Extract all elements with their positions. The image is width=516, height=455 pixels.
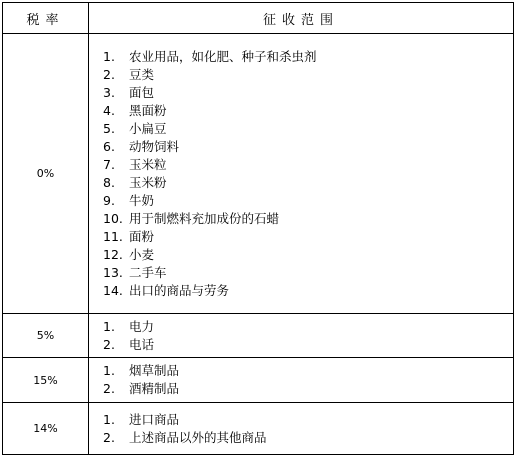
item-text: 小扁豆 xyxy=(129,120,167,136)
item-text: 玉米粉 xyxy=(129,174,167,190)
table-row xyxy=(3,403,514,455)
list-item xyxy=(89,246,513,264)
list-item xyxy=(89,264,513,282)
rate-cell: 0% xyxy=(3,34,89,314)
item-number: 12. xyxy=(103,246,123,262)
item-number: 1. xyxy=(103,411,115,427)
item-list xyxy=(89,362,513,398)
item-number: 11. xyxy=(103,228,123,244)
item-text: 小麦 xyxy=(129,246,155,262)
list-item xyxy=(89,138,513,156)
item-text: 农业用品，如化肥、种子和杀虫剂 xyxy=(129,48,317,64)
item-text: 玉米粒 xyxy=(129,156,167,172)
item-text: 面粉 xyxy=(129,228,155,244)
list-item xyxy=(89,66,513,84)
list-item xyxy=(89,380,513,398)
item-text: 面包 xyxy=(129,84,155,100)
item-text: 牛奶 xyxy=(129,192,155,208)
item-number: 4. xyxy=(103,102,115,118)
header-rate: 税率 xyxy=(3,3,89,34)
list-item xyxy=(89,156,513,174)
list-item xyxy=(89,336,513,354)
table-row xyxy=(3,314,514,358)
item-number: 3. xyxy=(103,84,115,100)
header-row xyxy=(3,3,514,34)
item-text: 黑面粉 xyxy=(129,102,167,118)
list-item xyxy=(89,210,513,228)
list-item xyxy=(89,228,513,246)
list-item xyxy=(89,362,513,380)
item-number: 1. xyxy=(103,48,115,64)
item-text: 二手车 xyxy=(129,264,167,280)
list-item xyxy=(89,318,513,336)
item-number: 14. xyxy=(103,282,123,298)
item-text: 酒精制品 xyxy=(129,381,180,396)
scope-cell xyxy=(89,403,514,455)
scope-cell xyxy=(89,314,514,358)
item-list xyxy=(89,318,513,354)
list-item xyxy=(89,120,513,138)
list-item xyxy=(89,48,513,66)
item-number: 9. xyxy=(103,192,115,208)
list-item xyxy=(89,174,513,192)
item-number: 6. xyxy=(103,138,115,154)
item-text: 出口的商品与劳务 xyxy=(129,282,230,298)
item-text: 动物饲料 xyxy=(129,138,180,154)
item-list xyxy=(89,411,513,447)
item-text: 烟草制品 xyxy=(129,363,180,378)
rate-cell: 14% xyxy=(3,403,89,455)
item-number: 7. xyxy=(103,156,115,172)
item-number: 8. xyxy=(103,174,115,190)
list-item xyxy=(89,411,513,429)
scope-cell xyxy=(89,34,514,314)
item-number: 5. xyxy=(103,120,115,136)
list-item xyxy=(89,429,513,447)
item-number: 1. xyxy=(103,363,115,378)
item-number: 13. xyxy=(103,264,123,280)
header-scope: 征收范围 xyxy=(89,3,514,34)
rate-cell: 15% xyxy=(3,358,89,403)
list-item xyxy=(89,282,513,300)
item-number: 2. xyxy=(103,381,115,396)
item-text: 用于制燃料充加成份的石蜡 xyxy=(129,210,280,226)
table-row xyxy=(3,34,514,314)
table-row xyxy=(3,358,514,403)
item-number: 2. xyxy=(103,429,115,445)
tax-rate-table xyxy=(2,2,514,455)
item-text: 电力 xyxy=(129,318,155,334)
rate-cell: 5% xyxy=(3,314,89,358)
item-number: 2. xyxy=(103,336,115,352)
scope-cell xyxy=(89,358,514,403)
item-text: 上述商品以外的其他商品 xyxy=(129,429,267,445)
list-item xyxy=(89,84,513,102)
item-text: 进口商品 xyxy=(129,411,180,427)
list-item xyxy=(89,102,513,120)
item-number: 1. xyxy=(103,318,115,334)
item-text: 电话 xyxy=(129,336,155,352)
item-number: 10. xyxy=(103,210,123,226)
list-item xyxy=(89,192,513,210)
item-text: 豆类 xyxy=(129,66,155,82)
item-number: 2. xyxy=(103,66,115,82)
item-list xyxy=(89,48,513,300)
